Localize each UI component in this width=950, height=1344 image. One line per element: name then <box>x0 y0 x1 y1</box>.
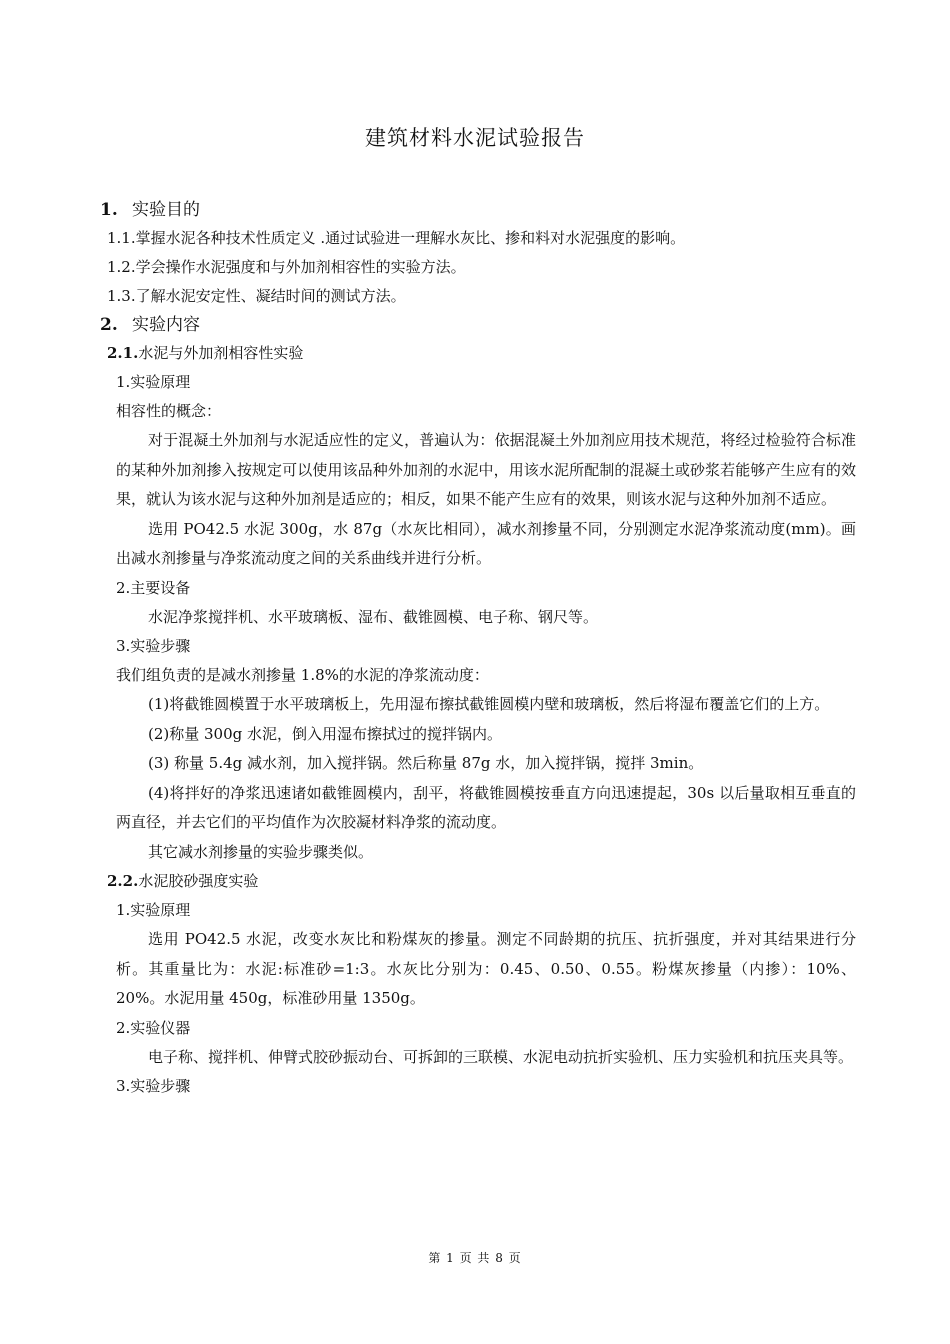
document-body <box>100 196 856 1101</box>
section-1-title: 实验目的 <box>132 200 200 220</box>
objective-item-3: 1.3.了解水泥安定性、凝结时间的测试方法。 <box>107 287 406 305</box>
page-footer: 第 1 页 共 8 页 <box>428 1251 522 1265</box>
principle-label: 1.实验原理 <box>116 373 191 391</box>
section-1-number: 1. <box>100 200 118 220</box>
section-2-heading <box>100 311 856 339</box>
objective-item-2: 1.2.学会操作水泥强度和与外加剂相容性的实验方法。 <box>107 258 466 276</box>
strength-principle-label: 1.实验原理 <box>116 901 191 919</box>
instrument-label: 2.实验仪器 <box>116 1018 191 1037</box>
section-1-heading <box>100 196 856 224</box>
subsection-2-1-title: 水泥与外加剂相容性实验 <box>138 344 304 362</box>
subsection-2-1-heading <box>100 339 856 368</box>
compatibility-definition-paragraph: 对于混凝土外加剂与水泥适应性的定义，普遍认为：依据混凝土外加剂应用技术规范，将经过检验符合标准的某种外加剂掺入按规定可以使用该品种外加剂的水泥中，用该水泥所配制的混凝土或砂浆若能够产生应有的效果，就认为该水泥与这种外加剂是适应的；相反，如果不能产生应有的效果，则该水泥与这种外加剂不适应。 <box>116 431 856 508</box>
material-selection-paragraph: 选用 PO42.5 水泥 300g，水 87g（水灰比相同），减水剂掺量不同，分别测定水泥净浆流动度(mm)。画出减水剂掺量与净浆流动度之间的关系曲线并进行分析。 <box>116 519 856 567</box>
step-5: 其它减水剂掺量的实验步骤类似。 <box>148 842 374 861</box>
objective-item-1: 1.1.掌握水泥各种技术性质定义 .通过试验进一理解水灰比、掺和料对水泥强度的影响。 <box>107 229 686 247</box>
subsection-2-2-number: 2.2. <box>107 872 139 890</box>
step-1: (1)将截锥圆模置于水平玻璃板上，先用湿布擦拭截锥圆模内壁和玻璃板，然后将湿布覆盖它们的上方。 <box>148 695 830 713</box>
equipment-list: 水泥净浆搅拌机、水平玻璃板、湿布、截锥圆模、电子称、钢尺等。 <box>148 607 599 626</box>
step-2: (2)称量 300g 水泥，倒入用湿布擦拭过的搅拌锅内。 <box>148 724 503 743</box>
step-4: (4)将拌好的净浆迅速诸如截锥圆模内，刮平，将截锥圆模按垂直方向迅速提起，30s 以后量取相互垂直的两直径，并去它们的平均值作为次胶凝材料净浆的流动度。 <box>116 783 856 831</box>
strength-principle-paragraph: 选用 PO42.5 水泥，改变水灰比和粉煤灰的掺量。测定不同龄期的抗压、抗折强度，并对其结果进行分析。其重量比为：水泥:标准砂=1:3。水灰比分别为：0.45、0.50、0.55。粉煤灰掺量（内掺）：10%、20%。水泥用量 450g，标准砂用量 1350g。 <box>116 930 856 1007</box>
subsection-2-2-title: 水泥胶砂强度实验 <box>138 872 259 890</box>
equipment-label: 2.主要设备 <box>116 578 191 597</box>
document-title: 建筑材料水泥试验报告 <box>365 126 585 150</box>
concept-label: 相容性的概念： <box>116 402 222 420</box>
steps-label: 3.实验步骤 <box>116 637 191 655</box>
strength-steps-label: 3.实验步骤 <box>116 1077 191 1095</box>
instrument-list: 电子称、搅拌机、伸臂式胶砂振动台、可拆卸的三联模、水泥电动抗折实验机、压力实验机和抗压夹具等。 <box>148 1047 854 1066</box>
step-3: (3) 称量 5.4g 减水剂，加入搅拌锅。然后称量 87g 水，加入搅拌锅，搅拌 3min。 <box>148 754 704 772</box>
subsection-2-2-heading <box>100 867 856 896</box>
steps-intro: 我们组负责的是减水剂掺量 1.8%的水泥的净浆流动度： <box>116 666 489 684</box>
section-2-title: 实验内容 <box>132 315 200 335</box>
subsection-2-1-number: 2.1. <box>107 344 139 362</box>
section-2-number: 2. <box>100 315 118 335</box>
